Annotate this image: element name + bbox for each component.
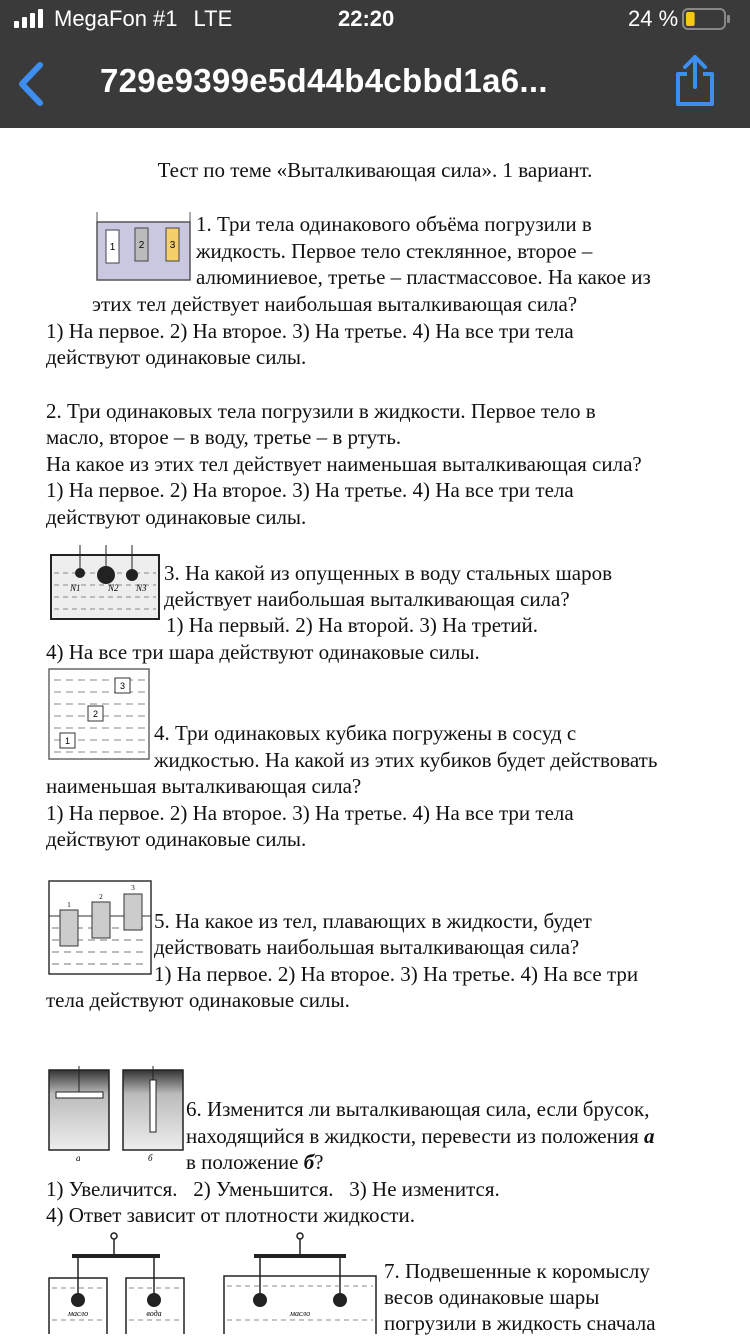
fig-label: а: [76, 1153, 81, 1163]
q1-line: алюминиевое, третье – пластмассовое. На какое из: [196, 265, 651, 289]
fig-label: вода: [146, 1309, 162, 1318]
q6-answers: 4) Ответ зависит от плотности жидкости.: [46, 1203, 415, 1227]
clock: 22:20: [338, 6, 395, 31]
fig-label: 3: [131, 884, 135, 892]
fig-label: 2: [92, 709, 99, 719]
position-a: а: [644, 1124, 655, 1148]
q1-line: 1. Три тела одинакового объёма погрузили в: [196, 212, 592, 236]
fig-label: 3: [169, 240, 176, 251]
q1-answers: действуют одинаковые силы.: [46, 345, 307, 369]
fig-label: N1: [70, 583, 81, 593]
q6-line: [186, 1123, 655, 1149]
q7-figure: [44, 1232, 384, 1334]
fig-label: N3: [136, 583, 147, 593]
document-title: 729e9399e5d44b4cbbd1a6...: [100, 62, 548, 99]
top-bar: [0, 0, 750, 128]
q6-line: [186, 1149, 324, 1175]
q4-figure: [48, 668, 152, 762]
fig-label: 1: [67, 901, 71, 909]
fig-label: N2: [108, 583, 119, 593]
q2-answers: 1) На первое. 2) На второе. 3) На третье. 4) На все три тела: [46, 478, 574, 502]
signal-icon: [14, 9, 48, 29]
q6-text: ?: [314, 1150, 324, 1174]
q1-figure: [96, 212, 192, 282]
q4-line: 4. Три одинаковых кубика погружены в сосуд с: [154, 721, 577, 745]
doc-title: Тест по теме «Выталкивающая сила». 1 вариант.: [157, 158, 593, 182]
q5-figure: [48, 880, 154, 976]
q4-answers: 1) На первое. 2) На второе. 3) На третье. 4) На все три тела: [46, 801, 574, 825]
q2-line: масло, второе – в воду, третье – в ртуть.: [46, 425, 402, 449]
q5-line: действовать наибольшая выталкивающая сила?: [154, 935, 580, 959]
q5-answers: 1) На первое. 2) На второе. 3) На третье. 4) На все три: [154, 962, 639, 986]
q1-line: жидкость. Первое тело стеклянное, второе –: [196, 239, 593, 263]
q6-figure: [48, 1066, 188, 1164]
fig-label: 1: [64, 736, 71, 746]
q3-answers: 4) На все три шара действуют одинаковые силы.: [46, 640, 480, 664]
q3-figure: [50, 545, 162, 621]
q3-answers: 1) На первый. 2) На второй. 3) На третий.: [166, 613, 538, 637]
q1-line: этих тел действует наибольшая выталкивающая сила?: [92, 292, 578, 316]
fig-label: 2: [138, 240, 145, 251]
fig-label: 2: [99, 893, 103, 901]
fig-label: масло: [67, 1309, 89, 1318]
fig-label: б: [148, 1153, 153, 1163]
q4-answers: действуют одинаковые силы.: [46, 827, 307, 851]
q2-answers: действуют одинаковые силы.: [46, 505, 307, 529]
q3-line: 3. На какой из опущенных в воду стальных шаров: [164, 561, 613, 585]
q7-line: весов одинаковые шары: [384, 1285, 600, 1309]
status-left: [14, 6, 232, 32]
q4-line: жидкостью. На какой из этих кубиков будет действовать: [154, 748, 658, 772]
back-button[interactable]: [16, 62, 46, 106]
q3-line: действует наибольшая выталкивающая сила?: [164, 587, 570, 611]
battery-percent: 24 %: [628, 6, 679, 31]
fig-label: масло: [289, 1309, 311, 1318]
q4-line: наименьшая выталкивающая сила?: [46, 774, 362, 798]
share-button[interactable]: [672, 54, 718, 108]
fig-label: 1: [109, 242, 116, 253]
position-b: б: [303, 1150, 315, 1174]
q7-line: 7. Подвешенные к коромыслу: [384, 1259, 650, 1283]
q5-line: 5. На какое из тел, плавающих в жидкости, будет: [154, 909, 592, 933]
q5-answers: тела действуют одинаковые силы.: [46, 988, 350, 1012]
q2-line: На какое из этих тел действует наименьшая выталкивающая сила?: [46, 452, 642, 476]
q1-answers: 1) На первое. 2) На второе. 3) На третье. 4) На все три тела: [46, 319, 574, 343]
q6-text: находящийся в жидкости, перевести из положения: [186, 1124, 645, 1148]
network: LTE: [193, 6, 233, 31]
status-right: [628, 6, 732, 32]
fig-label: 3: [119, 681, 126, 691]
q2-line: 2. Три одинаковых тела погрузили в жидкости. Первое тело в: [46, 399, 596, 423]
battery-icon: [682, 7, 732, 31]
q6-line: 6. Изменится ли выталкивающая сила, если брусок,: [186, 1097, 650, 1121]
q6-answers: 1) Увеличится. 2) Уменьшится. 3) Не изменится.: [46, 1177, 500, 1201]
carrier: MegaFon #1: [54, 6, 178, 31]
q7-line: погрузили в жидкость сначала: [384, 1311, 656, 1335]
q6-text: в положение: [186, 1150, 304, 1174]
